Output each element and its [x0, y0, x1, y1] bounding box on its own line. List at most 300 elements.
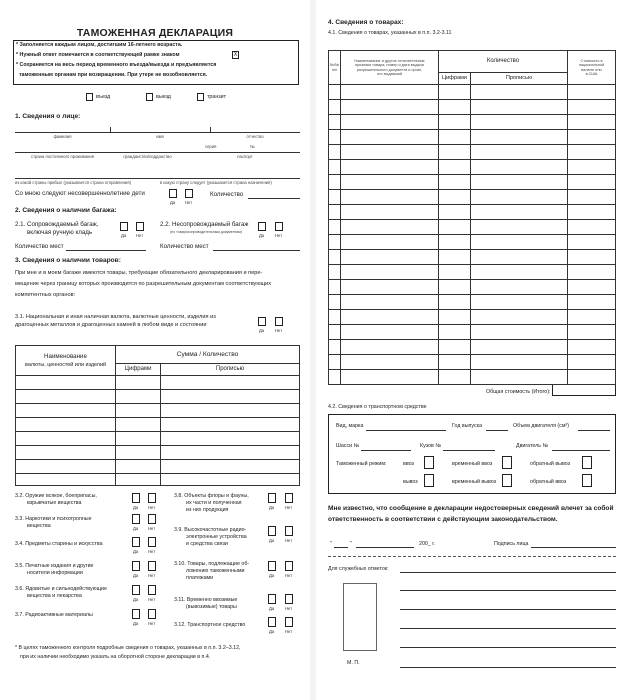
goods-cell[interactable] [439, 280, 471, 295]
no-label: Нет [148, 573, 156, 578]
regime-export-checkbox[interactable] [424, 474, 434, 487]
item-3-7-line-1: 3.7. Радиоактивные материалы [15, 612, 93, 618]
office-line[interactable] [400, 590, 616, 591]
goods-cell[interactable] [341, 85, 439, 100]
goods-row [329, 205, 616, 220]
office-line[interactable] [400, 667, 616, 668]
item-3-10-line-2: ложению таможенными [186, 568, 245, 574]
yes-label: Да [133, 597, 139, 602]
goods-cell[interactable] [439, 115, 471, 130]
surname-caption: фамилия [53, 134, 72, 139]
office-line[interactable] [400, 572, 616, 573]
table-cell[interactable] [116, 474, 161, 486]
goods-cell[interactable] [471, 355, 568, 370]
table-cell[interactable] [16, 432, 116, 446]
office-marks-label: Для служебных отметок: [328, 566, 389, 572]
goods-cell[interactable] [439, 190, 471, 205]
goods-cell[interactable] [471, 295, 568, 310]
note-4: таможенным органам при возвращении. При утере не возобновляется. [16, 72, 208, 78]
goods-cell[interactable] [568, 370, 616, 385]
places-count-line-1[interactable] [66, 250, 146, 251]
minors-count-label: Количество [210, 191, 244, 198]
goods-cell[interactable] [439, 145, 471, 160]
goods-cell[interactable] [439, 220, 471, 235]
goods-row [329, 130, 616, 145]
goods-cell[interactable] [439, 130, 471, 145]
goods-row [329, 295, 616, 310]
item-3-9-no-checkbox[interactable] [285, 526, 293, 536]
goods-row [329, 235, 616, 250]
goods-cell[interactable] [329, 355, 341, 370]
date-quote-open: " [330, 541, 332, 547]
accompanied-yes-label: Да [121, 233, 127, 238]
date-month-line[interactable] [356, 547, 414, 548]
currency-digits-header: Цифрами [116, 364, 161, 376]
vehicle-kind-line[interactable] [366, 430, 446, 431]
country-caption: страна постоянного проживания [31, 154, 94, 159]
item-3-12-no-checkbox[interactable] [285, 617, 293, 627]
goods-cell[interactable] [568, 295, 616, 310]
goods-cell[interactable] [471, 310, 568, 325]
table-cell[interactable] [116, 404, 161, 418]
entry-label: въезд [96, 94, 111, 100]
vehicle-engine-no-label: Двигатель № [516, 443, 549, 449]
currency-words-header: Прописью [161, 364, 300, 376]
date-year-label: 200_ г. [419, 541, 436, 547]
table-cell[interactable] [161, 446, 300, 460]
table-cell[interactable] [16, 376, 116, 390]
goods-cell[interactable] [471, 250, 568, 265]
goods-cell[interactable] [341, 340, 439, 355]
declaration-front-page [0, 0, 310, 700]
section-1-title: 1. Сведения о лице: [15, 113, 81, 120]
goods-row [329, 310, 616, 325]
goods-cell[interactable] [341, 370, 439, 385]
item-3-3-line-2: вещества [27, 523, 51, 529]
unaccompanied-label: 2.2. Несопровождаемый багаж [160, 221, 249, 228]
goods-cell[interactable] [341, 220, 439, 235]
passport-line[interactable] [15, 152, 300, 153]
currency-yes-label: Да [259, 328, 265, 333]
item-3-10-line-3: платежами [186, 575, 214, 581]
goods-cell[interactable] [568, 355, 616, 370]
minors-yes-checkbox[interactable] [169, 189, 177, 198]
regime-temp-import-checkbox[interactable] [502, 456, 512, 469]
goods-cell[interactable] [341, 355, 439, 370]
table-cell[interactable] [16, 418, 116, 432]
goods-cell[interactable] [568, 115, 616, 130]
table-cell[interactable] [161, 432, 300, 446]
item-3-4-no-checkbox[interactable] [148, 537, 156, 547]
accompanied-no-checkbox[interactable] [136, 222, 144, 231]
places-count-line-2[interactable] [213, 250, 300, 251]
goods-cell[interactable] [568, 160, 616, 175]
minors-yes-label: Да [170, 200, 176, 205]
goods-qty-header: Количество [439, 51, 568, 73]
yes-label: Да [133, 549, 139, 554]
no-label: Нет [148, 621, 156, 626]
regime-temp-export-checkbox[interactable] [502, 474, 512, 487]
yes-label: Да [269, 629, 275, 634]
transit-checkbox[interactable] [197, 93, 204, 101]
statement-line-1: Мне известно, что сообщение в декларации недостоверных сведений влечет за собой [328, 505, 614, 512]
goods-row [329, 115, 616, 130]
vehicle-engine-no-line[interactable] [552, 450, 610, 451]
signature-label: Подпись лица [494, 541, 529, 547]
item-3-9-yes-checkbox[interactable] [268, 526, 276, 536]
table-cell[interactable] [116, 460, 161, 474]
goods-cell[interactable] [341, 160, 439, 175]
goods-cell[interactable] [341, 130, 439, 145]
minors-count-line[interactable] [248, 198, 300, 199]
goods-cell[interactable] [329, 340, 341, 355]
cut-line [328, 556, 616, 557]
exit-label: выезд [156, 94, 171, 100]
goods-cell[interactable] [439, 370, 471, 385]
table-cell[interactable] [161, 404, 300, 418]
currency-name-header [16, 346, 116, 376]
table-cell[interactable] [16, 474, 116, 486]
goods-cell[interactable] [341, 100, 439, 115]
item-3-12-yes-checkbox[interactable] [268, 617, 276, 627]
goods-cell[interactable] [568, 235, 616, 250]
goods-cell[interactable] [329, 130, 341, 145]
goods-cell[interactable] [439, 325, 471, 340]
goods-cell[interactable] [439, 100, 471, 115]
office-line[interactable] [400, 609, 616, 610]
item-3-3-no-checkbox[interactable] [148, 514, 156, 524]
citizenship-caption: гражданство/подданство [123, 154, 172, 159]
footnote-line-2: при их наличии необходимо указать на оборотной стороне декларации в п.4. [20, 654, 211, 660]
goods-cell[interactable] [439, 340, 471, 355]
vehicle-year-line[interactable] [486, 430, 508, 431]
unaccompanied-no-label: Нет [275, 233, 283, 238]
goods-cost-header-2: национальной [578, 63, 605, 68]
goods-cell[interactable] [329, 325, 341, 340]
goods-cell[interactable] [471, 265, 568, 280]
signature-line[interactable] [531, 547, 616, 548]
yes-label: Да [269, 606, 275, 611]
table-cell[interactable] [116, 390, 161, 404]
regime-reimport-label: обратный ввоз [530, 479, 567, 485]
goods-cell[interactable] [471, 280, 568, 295]
goods-cost-header-4: в США [585, 71, 598, 76]
vehicle-chassis-label: Шасси № [336, 443, 360, 449]
no-label: Нет [285, 629, 293, 634]
goods-cell[interactable] [439, 205, 471, 220]
goods-cell[interactable] [329, 310, 341, 325]
total-value-box[interactable] [552, 385, 616, 396]
footnote-line-1: * В целях таможенного контроля подробные сведения о товарах, указанных в п.п. 3.2–3.12, [15, 645, 241, 651]
accompanied-yes-checkbox[interactable] [120, 222, 128, 231]
goods-table [328, 50, 616, 385]
no-label: Нет [285, 505, 293, 510]
item-3-7-yes-checkbox[interactable] [132, 609, 140, 619]
goods-cell[interactable] [568, 250, 616, 265]
goods-row [329, 370, 616, 385]
note-2: * Нужный ответ помечается в соответствующей рамке знаком [16, 52, 180, 58]
table-cell[interactable] [16, 446, 116, 460]
goods-cost-header [568, 51, 616, 85]
goods-cell[interactable] [329, 160, 341, 175]
item-3-11-yes-checkbox[interactable] [268, 594, 276, 604]
from-country-caption: из какой страны прибыл (указывается страна отправления) [15, 180, 131, 185]
divider [110, 127, 111, 133]
goods-cell[interactable] [568, 100, 616, 115]
goods-cell[interactable] [439, 250, 471, 265]
goods-cell[interactable] [471, 115, 568, 130]
goods-cell[interactable] [341, 145, 439, 160]
goods-cell[interactable] [439, 310, 471, 325]
goods-cell[interactable] [329, 370, 341, 385]
vehicle-kind-label: Вид, марка [336, 423, 364, 429]
vehicle-body-line[interactable] [443, 450, 495, 451]
goods-cell[interactable] [568, 340, 616, 355]
item-3-5-yes-checkbox[interactable] [132, 561, 140, 571]
goods-cell[interactable] [341, 175, 439, 190]
vehicle-body-label: Кузов № [420, 443, 442, 449]
goods-cell[interactable] [471, 85, 568, 100]
goods-cell[interactable] [329, 295, 341, 310]
office-line[interactable] [400, 628, 616, 629]
table-cell[interactable] [16, 404, 116, 418]
goods-cell[interactable] [439, 160, 471, 175]
currency-sum-header: Сумма / Количество [116, 346, 300, 364]
goods-cell[interactable] [329, 235, 341, 250]
item-3-4-yes-checkbox[interactable] [132, 537, 140, 547]
goods-row [329, 175, 616, 190]
table-cell[interactable] [116, 432, 161, 446]
goods-cell[interactable] [471, 145, 568, 160]
table-cell[interactable] [116, 376, 161, 390]
item-3-2-no-checkbox[interactable] [148, 493, 156, 503]
total-label: Общая стоимость (Итого): [486, 389, 551, 395]
goods-cell[interactable] [341, 280, 439, 295]
goods-num-header-2: п/п [331, 67, 338, 72]
exit-checkbox[interactable] [146, 93, 153, 101]
regime-import-label: ввоз [403, 461, 414, 467]
goods-cell[interactable] [439, 235, 471, 250]
passport-caption: паспорт [237, 154, 253, 159]
vehicle-chassis-line[interactable] [361, 450, 411, 451]
item-3-2-yes-checkbox[interactable] [132, 493, 140, 503]
goods-cell[interactable] [568, 220, 616, 235]
goods-cell[interactable] [439, 265, 471, 280]
goods-name-header [341, 51, 439, 85]
goods-cell[interactable] [568, 325, 616, 340]
no-label: Нет [148, 597, 156, 602]
goods-cell[interactable] [568, 145, 616, 160]
no-label: Нет [285, 606, 293, 611]
table-cell[interactable] [116, 418, 161, 432]
goods-words-header: Прописью [471, 73, 568, 85]
goods-cell[interactable] [471, 175, 568, 190]
goods-cell[interactable] [329, 190, 341, 205]
yes-label: Да [133, 505, 139, 510]
goods-cell[interactable] [329, 175, 341, 190]
goods-name-header-4: его выдавший [377, 71, 402, 76]
goods-row [329, 160, 616, 175]
goods-cell[interactable] [329, 280, 341, 295]
table-cell[interactable] [161, 418, 300, 432]
number-caption: № [250, 144, 255, 149]
regime-import-checkbox[interactable] [424, 456, 434, 469]
item-3-8-yes-checkbox[interactable] [268, 493, 276, 503]
yes-label: Да [269, 505, 275, 510]
item-3-9-line-3: и средства связи [186, 541, 228, 547]
goods-cell[interactable] [329, 100, 341, 115]
regime-reimport-checkbox[interactable] [582, 474, 592, 487]
goods-row [329, 190, 616, 205]
item-3-6-line-1: 3.6. Ядовитые и сильнодействующие [15, 586, 107, 592]
goods-digits-header: Цифрами [439, 73, 471, 85]
no-label: Нет [148, 526, 156, 531]
minors-no-label: Нет [185, 200, 193, 205]
table-cell[interactable] [116, 446, 161, 460]
goods-cell[interactable] [329, 265, 341, 280]
goods-cell[interactable] [341, 205, 439, 220]
goods-cell[interactable] [341, 310, 439, 325]
s3-text-3: компетентных органов: [15, 292, 76, 298]
regime-temp-import-label: временный ввоз [452, 461, 493, 467]
item-3-7-no-checkbox[interactable] [148, 609, 156, 619]
item-3-5-no-checkbox[interactable] [148, 561, 156, 571]
item-3-3-yes-checkbox[interactable] [132, 514, 140, 524]
currency-no-checkbox[interactable] [275, 317, 283, 326]
goods-cell[interactable] [341, 325, 439, 340]
date-day-line[interactable] [334, 547, 348, 548]
table-cell[interactable] [161, 390, 300, 404]
goods-name-header-1: Наименование и другие отличительные [354, 58, 425, 63]
minors-no-checkbox[interactable] [185, 189, 193, 198]
goods-cell[interactable] [329, 220, 341, 235]
goods-cell[interactable] [471, 190, 568, 205]
entry-checkbox[interactable] [86, 93, 93, 101]
currency-no-label: Нет [275, 328, 283, 333]
name-line[interactable] [15, 132, 300, 133]
goods-cell[interactable] [329, 115, 341, 130]
stamp-box [343, 583, 377, 651]
goods-cell[interactable] [341, 235, 439, 250]
yes-label: Да [269, 573, 275, 578]
goods-cell[interactable] [439, 295, 471, 310]
item-3-9-line-2: электронные устройства [186, 534, 247, 540]
goods-cell[interactable] [471, 130, 568, 145]
regime-reexport-checkbox[interactable] [582, 456, 592, 469]
goods-cell[interactable] [471, 370, 568, 385]
minors-label: Со мною следуют несовершеннолетние дети [15, 190, 145, 197]
currency-name-header-1: Наименование [44, 352, 87, 360]
goods-name-header-2: признаки товара, номер и дата выдачи [355, 63, 424, 68]
item-3-10-yes-checkbox[interactable] [268, 561, 276, 571]
name-caption: имя [156, 134, 164, 139]
goods-cell[interactable] [329, 145, 341, 160]
table-cell[interactable] [16, 390, 116, 404]
goods-cell[interactable] [568, 175, 616, 190]
unaccompanied-no-checkbox[interactable] [275, 222, 283, 231]
currency-name-header-2: валюты, ценностей или изделий [25, 361, 106, 368]
goods-cell[interactable] [568, 265, 616, 280]
item-3-8-line-2: их части и полученная [186, 500, 242, 506]
goods-cell[interactable] [471, 220, 568, 235]
goods-cell[interactable] [471, 205, 568, 220]
goods-num-header [329, 51, 341, 85]
table-cell[interactable] [161, 460, 300, 474]
goods-row [329, 85, 616, 100]
goods-cell[interactable] [341, 295, 439, 310]
goods-row [329, 340, 616, 355]
goods-cell[interactable] [341, 265, 439, 280]
item-3-5-line-2: носители информации [27, 570, 83, 576]
table-cell[interactable] [161, 376, 300, 390]
item-3-6-no-checkbox[interactable] [148, 585, 156, 595]
goods-cell[interactable] [439, 85, 471, 100]
accompanied-no-label: Нет [136, 233, 144, 238]
unaccompanied-yes-checkbox[interactable] [258, 222, 266, 231]
route-line[interactable] [15, 178, 300, 179]
patronymic-caption: отчество [246, 134, 264, 139]
goods-cell[interactable] [341, 250, 439, 265]
section-4-2-title: 4.2. Сведения о транспортном средстве [328, 404, 427, 410]
goods-num-header-1: №/№ [329, 62, 340, 67]
goods-cell[interactable] [568, 310, 616, 325]
goods-cell[interactable] [471, 100, 568, 115]
yes-label: Да [269, 538, 275, 543]
goods-cell[interactable] [329, 205, 341, 220]
goods-cell[interactable] [471, 325, 568, 340]
goods-cell[interactable] [341, 190, 439, 205]
transit-label: транзит [207, 94, 227, 100]
item-3-8-line-1: 3.8. Объекты флоры и фауны, [174, 493, 249, 499]
table-cell[interactable] [16, 460, 116, 474]
goods-cell[interactable] [341, 115, 439, 130]
item-3-8-no-checkbox[interactable] [285, 493, 293, 503]
goods-cell[interactable] [568, 205, 616, 220]
item-3-6-yes-checkbox[interactable] [132, 585, 140, 595]
vehicle-engine-line[interactable] [578, 430, 610, 431]
goods-cell[interactable] [439, 355, 471, 370]
item-3-11-no-checkbox[interactable] [285, 594, 293, 604]
goods-cell[interactable] [329, 250, 341, 265]
accompanied-label-2: включая ручную кладь [27, 229, 93, 236]
goods-name-header-3: разрешительного документа и орган, [356, 67, 423, 72]
goods-cell[interactable] [471, 235, 568, 250]
item-3-3-line-1: 3.3. Наркотики и психотропные [15, 516, 92, 522]
customs-regime-label: Таможенный режим: [336, 461, 387, 467]
currency-table [15, 345, 300, 486]
goods-cell[interactable] [439, 175, 471, 190]
no-label: Нет [285, 538, 293, 543]
goods-cell[interactable] [568, 280, 616, 295]
item-3-4-line-1: 3.4. Предметы старины и искусства [15, 541, 103, 547]
goods-cell[interactable] [471, 340, 568, 355]
goods-cell[interactable] [568, 130, 616, 145]
goods-cell[interactable] [568, 85, 616, 100]
currency-yes-checkbox[interactable] [258, 317, 266, 326]
divider [210, 127, 211, 133]
goods-cell[interactable] [329, 85, 341, 100]
no-label: Нет [148, 505, 156, 510]
office-line[interactable] [400, 647, 616, 648]
goods-cell[interactable] [568, 190, 616, 205]
goods-row [329, 100, 616, 115]
table-cell[interactable] [161, 474, 300, 486]
note-3: * Сохраняется на весь период временного въезда/выезда и предъявляется [16, 62, 217, 68]
goods-cell[interactable] [471, 160, 568, 175]
regime-temp-export-label: временный вывоз [452, 479, 497, 485]
item-3-10-no-checkbox[interactable] [285, 561, 293, 571]
to-country-caption: в какую страну следует (указывается страна назначения) [160, 180, 272, 185]
